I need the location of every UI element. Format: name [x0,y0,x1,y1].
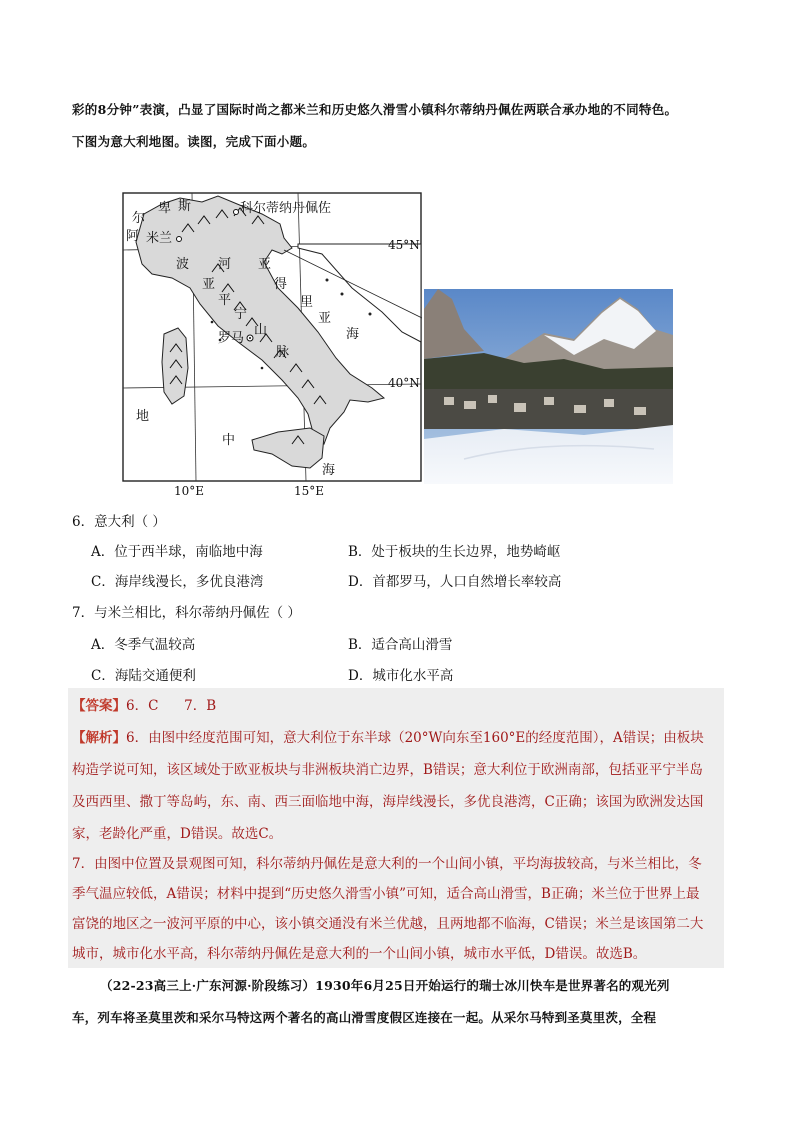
label-he: 河 [218,257,232,272]
analysis-line-8: 城市，城市化水平高，科尔蒂纳丹佩佐是意大利的一个山间小镇，城市水平低，D错误。故选B。 [72,946,647,962]
q7-option-c: C．海陆交通便利 [91,668,196,684]
analysis-line-5: 7．由图中位置及景观图可知，科尔蒂纳丹佩佐是意大利的一个山间小镇，平均海拔较高，与米兰相比，冬 [72,856,702,872]
q6-option-a: A．位于西半球，南临地中海 [91,544,263,560]
label-di: 地 [136,409,150,424]
analysis-line-7: 富饶的地区之一波河平原的中心，该小镇交通没有米兰优越，且两地都不临海，C错误；米兰是该国第二大 [72,916,704,932]
label-ya3: 亚 [202,277,216,292]
label-shan: 山 [254,323,268,338]
label-ya1: 亚 [258,257,272,272]
q7-option-d: D．城市化水平高 [348,668,454,684]
label-de: 得 [274,277,288,292]
analysis-line-2: 构造学说可知，该区域处于欧亚板块与非洲板块消亡边界，B错误；意大利位于欧洲南部，包括亚平宁半岛 [72,762,703,778]
answer-text: 6．C 7．B [126,698,217,714]
next-context-line-2: 车，列车将圣莫里茨和采尔马特这两个著名的高山滑雪度假区连接在一起。从采尔马特到圣莫里茨，全程 [72,1010,657,1025]
label-bei: 卑 [158,201,172,216]
label-lon10: 10°E [174,484,205,498]
sardinia [162,328,188,404]
q7-option-a: A．冬季气温较高 [91,637,196,653]
label-mai: 脉 [276,345,290,360]
intro-line-1: 彩的8分钟”表演，凸显了国际时尚之都米兰和历史悠久滑雪小镇科尔蒂纳丹佩佐两联合承办地的不同特色。 [72,102,678,117]
label-hai1: 海 [346,327,360,342]
label-zhong: 中 [222,433,236,448]
answer-tag: 【答案】 [72,698,126,714]
next-context-line-1: （22-23高三上·广东河源·阶段练习）1930年6月25日开始运行的瑞士冰川快车是世界著名的观光列 [100,978,670,993]
q6-option-d: D．首都罗马，人口自然增长率较高 [348,574,562,590]
label-ning: 宁 [234,307,248,322]
q7-option-b: B．适合高山滑雪 [348,637,453,653]
label-rome: 罗马 [218,331,245,346]
q7-stem: 7．与米兰相比，科尔蒂纳丹佩佐（ ） [72,605,301,621]
label-aer: 阿 [126,229,140,244]
q6-stem: 6．意大利（ ） [72,514,166,530]
label-er: 尔 [132,211,146,226]
label-milan: 米兰 [146,231,173,246]
label-bo: 波 [176,257,190,272]
analysis-line-6: 季气温应较低，A错误；材料中提到“历史悠久滑雪小镇”可知，适合高山滑雪，B正确；米兰位于世界上最 [72,886,700,902]
italy-map [122,192,422,497]
analysis-tag: 【解析】 [72,730,126,746]
intro-line-2: 下图为意大利地图。读图，完成下面小题。 [72,134,316,149]
label-cortina: 科尔蒂纳丹佩佐 [240,201,332,216]
label-si: 斯 [178,199,192,214]
analysis-line-1 [72,726,704,746]
analysis-text-1: 6．由图中经度范围可知，意大利位于东半球（20°W向东至160°E的经度范围），A错误；由板块 [126,730,704,746]
label-hai2: 海 [322,463,336,478]
q6-option-c: C．海岸线漫长，多优良港湾 [91,574,264,590]
label-li: 里 [300,295,314,310]
label-lat40: 40°N [388,376,420,390]
cortina-landscape-photo [424,289,673,484]
analysis-line-3: 及西西里、撒丁等岛屿，东、南、西三面临地中海，海岸线漫长，多优良港湾，C正确；该国为欧洲发达国 [72,794,704,810]
label-ping: 平 [218,293,232,308]
analysis-line-4: 家，老龄化严重，D错误。故选C。 [72,826,283,842]
label-lon15: 15°E [294,484,325,498]
label-ya2: 亚 [318,311,332,326]
answer-line [72,694,216,714]
label-lat45: 45°N [388,238,420,252]
q6-option-b: B．处于板块的生长边界，地势崎岖 [348,544,561,560]
